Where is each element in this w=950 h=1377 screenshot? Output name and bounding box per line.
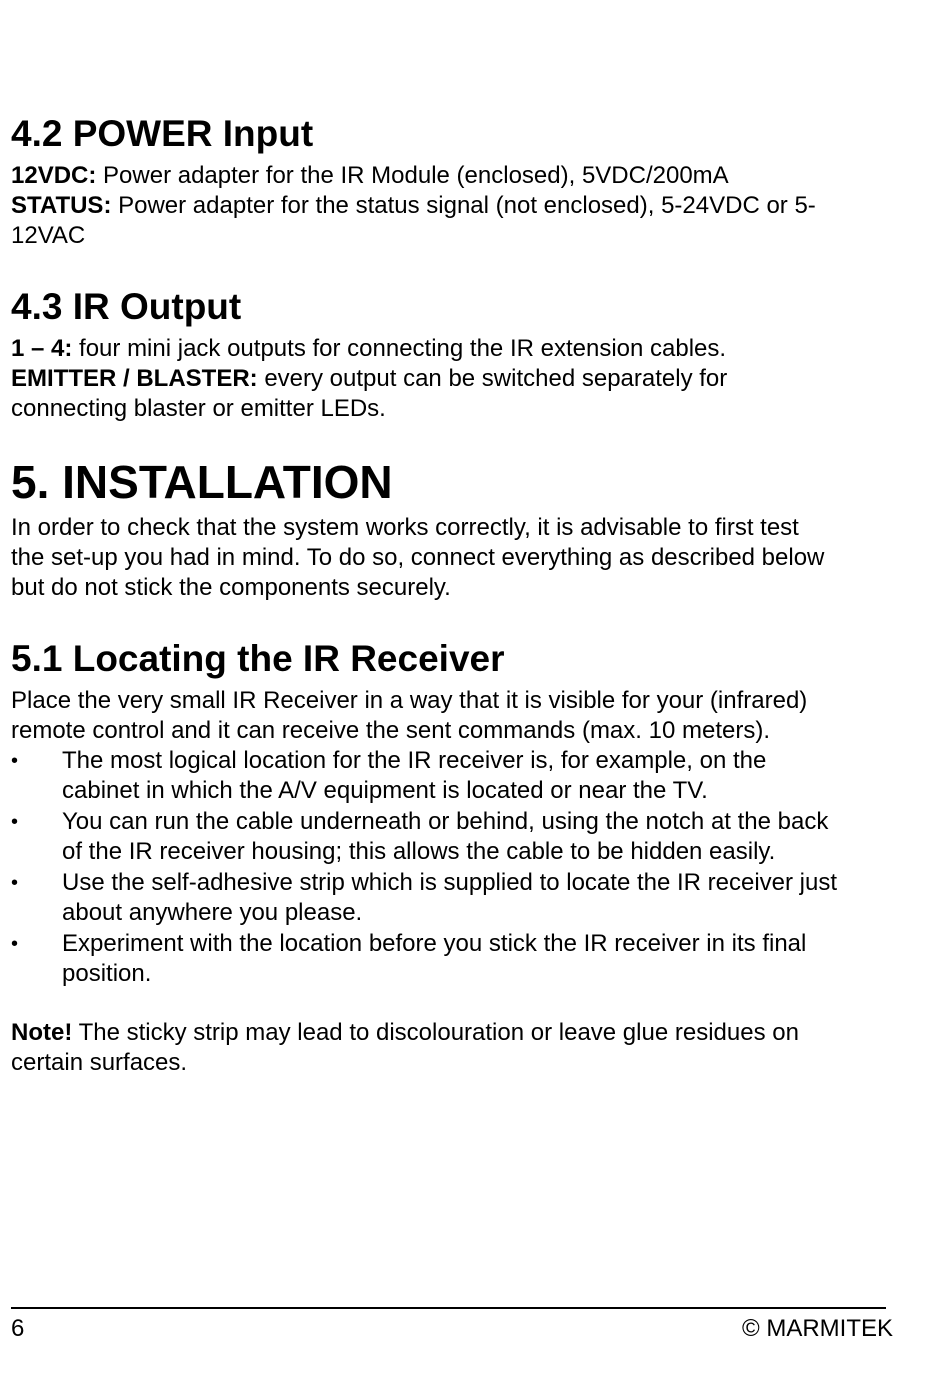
locating-bullet-list	[11, 746, 896, 989]
text-outputs: four mini jack outputs for connecting the IR extension cables.	[72, 335, 727, 362]
heading-locating-ir-receiver: 5.1 Locating the IR Receiver	[11, 638, 505, 679]
note-label: Note!	[11, 1019, 73, 1046]
ir-output-emitter-line	[11, 364, 896, 394]
list-item-line-1: The most logical location for the IR receiver is, for example, on the	[62, 747, 767, 774]
locating-paragraph-line-2: remote control and it can receive the sent commands (max. 10 meters).	[11, 717, 770, 744]
copyright-text: © MARMITEK	[741, 1315, 893, 1342]
label-emitter-blaster: EMITTER / BLASTER:	[11, 365, 258, 392]
bullet-icon: •	[11, 750, 19, 772]
note-text: The sticky strip may lead to discolouration or leave glue residues on	[72, 1019, 799, 1046]
list-item	[11, 807, 896, 867]
list-item-line-2: of the IR receiver housing; this allows the cable to be hidden easily.	[62, 838, 776, 865]
installation-paragraph-line-1: In order to check that the system works correctly, it is advisable to first test	[11, 514, 799, 541]
list-item-line-2: position.	[62, 960, 152, 987]
installation-paragraph-line-3: but do not stick the components securely.	[11, 574, 451, 601]
installation-paragraph-line-2: the set-up you had in mind. To do so, connect everything as described below	[11, 544, 825, 571]
ir-output-outputs-line	[11, 334, 896, 364]
list-item-line-1: Use the self-adhesive strip which is supplied to locate the IR receiver just	[62, 869, 838, 896]
text-12vdc: Power adapter for the IR Module (enclosed), 5VDC/200mA	[96, 162, 729, 189]
bullet-icon: •	[11, 811, 19, 833]
label-status: STATUS:	[11, 192, 112, 219]
document-body	[11, 108, 896, 1078]
text-status: Power adapter for the status signal (not enclosed), 5-24VDC or 5-	[111, 192, 816, 219]
label-outputs: 1 – 4:	[11, 335, 73, 362]
list-item-line-1: You can run the cable underneath or behind, using the notch at the back	[62, 808, 829, 835]
heading-installation: 5. INSTALLATION	[11, 456, 393, 508]
label-12vdc: 12VDC:	[11, 162, 97, 189]
heading-power-input: 4.2 POWER Input	[11, 113, 314, 154]
list-item-line-2: about anywhere you please.	[62, 899, 363, 926]
heading-ir-output: 4.3 IR Output	[11, 286, 242, 327]
bullet-icon: •	[11, 872, 19, 894]
list-item-line-1: Experiment with the location before you stick the IR receiver in its final	[62, 930, 807, 957]
text-emitter-blaster: every output can be switched separately for	[257, 365, 728, 392]
page-number: 6	[11, 1315, 25, 1342]
locating-paragraph-line-1: Place the very small IR Receiver in a way that it is visible for your (infrared)	[11, 687, 808, 714]
list-item	[11, 746, 896, 806]
bullet-icon: •	[11, 933, 19, 955]
note-line-2: certain surfaces.	[11, 1049, 188, 1076]
list-item	[11, 868, 896, 928]
list-item	[11, 929, 896, 989]
power-status-line	[11, 191, 896, 221]
list-item-line-2: cabinet in which the A/V equipment is located or near the TV.	[62, 777, 708, 804]
power-12vdc-line	[11, 161, 896, 191]
note-line-1	[11, 1018, 896, 1048]
ir-output-emitter-continuation: connecting blaster or emitter LEDs.	[11, 395, 386, 422]
footer-divider	[11, 1307, 886, 1309]
power-status-continuation: 12VAC	[11, 222, 86, 249]
